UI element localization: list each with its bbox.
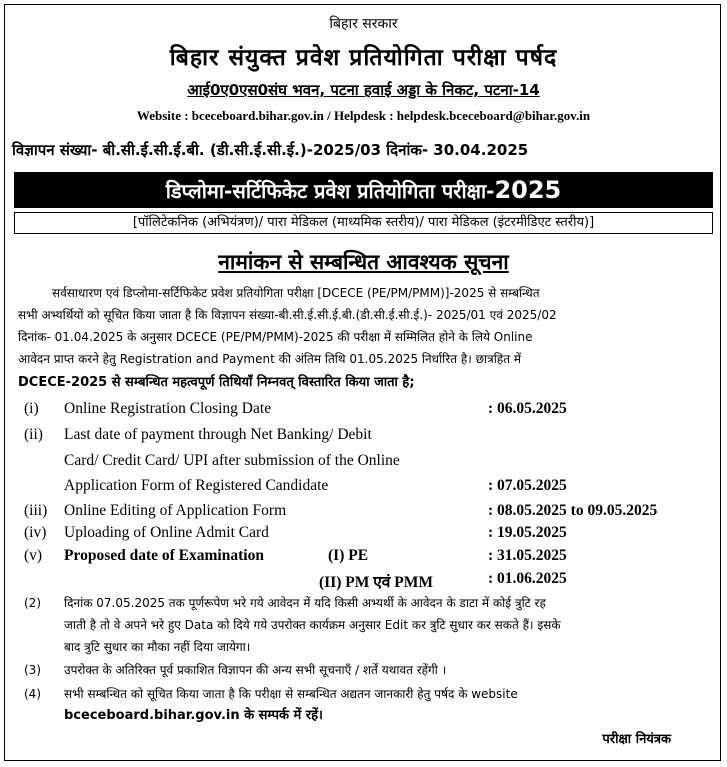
schedule-date: : 19.05.2025: [488, 524, 567, 541]
intro-line-3: दिनांक- 01.04.2025 के अनुसार DCECE (PE/PM/PMM)-2025 की परीक्षा में सम्मिलित होने के लिये Online: [18, 330, 533, 344]
point-line: बाद त्रुटि सुधार का मौका नहीं दिया जायेगा।: [64, 640, 251, 654]
board-address: आई0ए0एस0संघ भवन, पटना हवाई अड्डा के निकट, पटना-14: [187, 81, 540, 99]
advertisement-number: विज्ञापन संख्या- बी.सी.ई.सी.ई.बी. (डी.सी.ई.सी.ई.)-2025/03 दिनांक- 30.04.2025: [12, 141, 529, 159]
exam-year: 2025: [494, 176, 562, 204]
schedule-date: : 08.05.2025 to 09.05.2025: [488, 502, 658, 519]
exam-pm-pmm-label: (II) PM एवं PMM: [319, 574, 434, 591]
schedule-label: Uploading of Online Admit Card: [64, 524, 269, 541]
intro-line-2: सभी अभ्यर्थियों को सूचित किया जाता है कि विज्ञापन संख्या-बी.सी.ई.सी.ई.बी.(डी.सी.ई.सी.ई.)- 2025/01 एवं 2025/02: [18, 308, 557, 322]
point-num: (3): [24, 663, 41, 677]
exam-pe-label: (I) PE: [328, 547, 369, 564]
point-line: bceceboard.bihar.gov.in के सम्पर्क में रहें।: [64, 708, 323, 723]
schedule-date: : 31.05.2025: [488, 547, 567, 564]
schedule-label: Online Editing of Application Form: [64, 502, 287, 519]
government-name: बिहार सरकार: [329, 16, 398, 32]
website-helpdesk-line: Website : bceceboard.bihar.gov.in / Helpdesk : helpdesk.bceceboard@bihar.gov.in: [136, 108, 591, 123]
schedule-num: (v): [24, 547, 43, 564]
schedule-num: (iv): [24, 524, 47, 541]
point-line: जाती है तो वे अपने भरे हुए Data को दिये गये उपरोक्त कार्यक्रम अनुसार Edit कर त्रुटि सुधार कर सकते हैं। इसके: [64, 618, 561, 632]
schedule-date: : 01.06.2025: [488, 570, 567, 587]
schedule-num: (i): [24, 400, 39, 417]
schedule-label: Online Registration Closing Date: [64, 400, 272, 417]
schedule-num: (ii): [24, 426, 43, 443]
intro-line-4: आवेदन प्राप्त करने हेतु Registration and Payment की अंतिम तिथि 01.05.2025 निर्धारित है। छात्रहित में: [18, 352, 522, 366]
exam-categories: [पॉलिटेकनिक (अभियंत्रण)/ पारा मेडिकल (माध्यमिक स्तरीय)/ पारा मेडिकल (इंटरमीडिएट स्तरीय)]: [14, 212, 713, 234]
point-line: दिनांक 07.05.2025 तक पूर्णरूपेण भरे गये आवेदन में यदि किसी अभ्यर्थी के आवेदन के डाटा में कोई त्रुटि रह: [64, 596, 546, 610]
point-num: (4): [24, 687, 41, 701]
notice-heading: नामांकन से सम्बन्धित आवश्यक सूचना: [218, 250, 509, 274]
exam-title-banner: [14, 172, 713, 208]
schedule-date: : 07.05.2025: [488, 477, 567, 494]
schedule-label: Application Form of Registered Candidate: [64, 477, 329, 494]
signature-controller: परीक्षा नियंत्रक: [602, 732, 671, 747]
point-num: (2): [24, 596, 41, 610]
exam-title: डिप्लोमा-सर्टिफिकेट प्रवेश प्रतियोगिता परीक्षा-: [165, 179, 495, 203]
point-line: सभी सम्बन्धित को सूचित किया जाता है कि परीक्षा से सम्बन्धित अद्यतन जानकारी हेतु पर्षद के website: [64, 687, 518, 701]
schedule-label: Last date of payment through Net Banking/ Debit: [64, 426, 372, 443]
intro-line-1: सर्वसाधारण एवं डिप्लोमा-सर्टिफिकेट प्रवेश प्रतियोगिता परीक्षा [DCECE (PE/PM/PMM)]-2025 से सम्बन्धित: [52, 286, 540, 300]
schedule-label: Card/ Credit Card/ UPI after submission of the Online: [64, 452, 400, 469]
schedule-label: Proposed date of Examination: [64, 547, 264, 564]
point-line: उपरोक्त के अतिरिक्त पूर्व प्रकाशित विज्ञापन की अन्य सभी सूचनाएँ / शर्तें यथावत रहेंगी ।: [64, 663, 447, 677]
schedule-date: : 06.05.2025: [488, 400, 567, 417]
schedule-num: (iii): [24, 502, 48, 519]
intro-line-5: DCECE-2025 से सम्बन्धित महत्वपूर्ण तिथियाँ निम्नवत् विस्तारित किया जाता है;: [18, 375, 415, 390]
board-name: बिहार संयुक्त प्रवेश प्रतियोगिता परीक्षा पर्षद: [169, 45, 558, 71]
